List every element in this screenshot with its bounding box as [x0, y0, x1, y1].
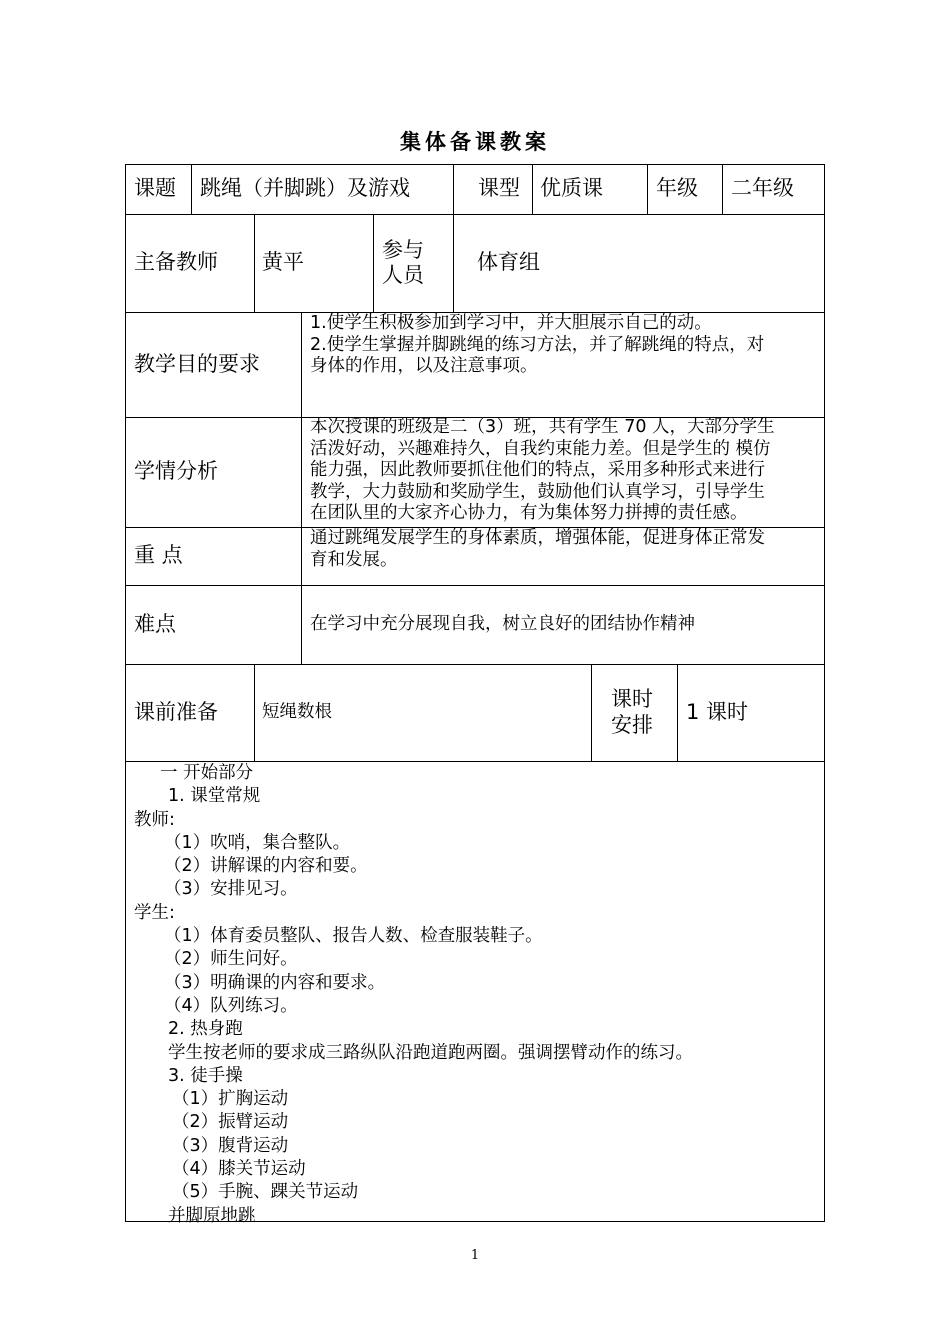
- content-line: 1. 课堂常规: [168, 786, 261, 807]
- col-divider: [647, 164, 648, 214]
- preparation-value: 短绳数根: [262, 702, 332, 722]
- content-line: 并脚原地跳: [168, 1205, 256, 1226]
- goals-line: 身体的作用，以及注意事项。: [310, 356, 538, 376]
- analysis-line: 能力强，因此教师要抓住他们的特点，采用多种形式来进行: [310, 460, 765, 480]
- grade-value: 二年级: [731, 176, 794, 201]
- col-divider: [301, 312, 302, 664]
- content-line: （1）扩胸运动: [172, 1089, 289, 1110]
- participants-label: [382, 214, 424, 312]
- col-divider: [453, 214, 454, 312]
- content-line: （2）师生问好。: [164, 949, 298, 970]
- content-line: （1）吹哨，集合整队。: [164, 832, 351, 853]
- col-divider: [532, 164, 533, 214]
- content-line: 一 开始部分: [160, 763, 254, 783]
- lesson-type-label: 课型: [478, 176, 520, 201]
- col-divider: [254, 664, 255, 761]
- difficulties-text: 在学习中充分展现自我，树立良好的团结协作精神: [310, 614, 695, 634]
- content-line: （2）讲解课的内容和要。: [164, 856, 368, 877]
- schedule-label: [611, 664, 653, 761]
- col-divider: [254, 214, 255, 312]
- page-number: 1: [470, 1248, 480, 1263]
- analysis-line: 教学，大力鼓励和奖励学生，鼓励他们认真学习，引导学生: [310, 481, 765, 502]
- content-line: （4）膝关节运动: [172, 1159, 306, 1180]
- preparation-label: 课前准备: [134, 699, 218, 724]
- content-line: 3. 徒手操: [168, 1065, 243, 1086]
- content-line: 学生按老师的要求成三路纵队沿跑道跑两圈。强调摆臂动作的练习。: [168, 1042, 693, 1063]
- content-line: 教师:: [134, 809, 175, 830]
- analysis-line: 本次授课的班级是二（3）班，共有学生 70 人，大部分学生: [310, 417, 775, 437]
- lead-teacher-value: 黄平: [262, 250, 304, 275]
- schedule-value: 1 课时: [686, 699, 749, 724]
- analysis-text: [310, 417, 775, 525]
- col-divider: [677, 664, 678, 761]
- key-points-line: 通过跳绳发展学生的身体素质，增强体能，促进身体正常发: [310, 528, 765, 548]
- key-points-line: 育和发展。: [310, 549, 398, 570]
- schedule-label-line1: 课时: [611, 687, 653, 712]
- content-line: （5）手腕、踝关节运动: [172, 1182, 359, 1203]
- participants-label-line1: 参与: [382, 237, 424, 262]
- goals-label: 教学目的要求: [134, 351, 260, 376]
- col-divider: [722, 164, 723, 214]
- row-divider: [125, 214, 825, 215]
- lesson-content: [134, 762, 824, 1228]
- topic-value: 跳绳（并脚跳）及游戏: [200, 176, 410, 201]
- goals-line: 1.使学生积极参加到学习中，并大胆展示自己的动。: [310, 313, 712, 333]
- lesson-type-value: 优质课: [540, 176, 603, 201]
- col-divider: [453, 164, 454, 214]
- analysis-line: 在团队里的大家齐心协力，有为集体努力拼搏的责任感。: [310, 503, 748, 523]
- col-divider: [373, 214, 374, 312]
- col-divider: [191, 164, 192, 214]
- content-line: 2. 热身跑: [168, 1019, 243, 1040]
- difficulties-label: 难点: [134, 611, 176, 636]
- grade-label: 年级: [656, 176, 698, 201]
- schedule-label-line2: 安排: [611, 712, 653, 737]
- participants-value: 体育组: [477, 250, 540, 275]
- goals-line: 2.使学生掌握并脚跳绳的练习方法，并了解跳绳的特点，对: [310, 334, 765, 355]
- content-line: 学生:: [134, 902, 175, 923]
- content-line: （4）队列练习。: [164, 995, 298, 1016]
- analysis-label: 学情分析: [134, 459, 218, 484]
- key-points-text: [310, 528, 765, 571]
- key-points-label: 重 点: [134, 543, 183, 568]
- content-line: （3）明确课的内容和要求。: [164, 972, 386, 993]
- topic-label: 课题: [134, 176, 176, 201]
- content-line: （2）振臂运动: [172, 1112, 289, 1133]
- analysis-line: 活泼好动，兴趣难持久，自我约束能力差。但是学生的 模仿: [310, 438, 771, 459]
- participants-label-line2: 人员: [382, 263, 424, 287]
- content-line: （1）体育委员整队、报告人数、检查服装鞋子。: [164, 926, 543, 947]
- lead-teacher-label: 主备教师: [134, 250, 218, 275]
- col-divider: [591, 664, 592, 761]
- content-line: （3）安排见习。: [164, 879, 298, 900]
- document-title: 集体备课教案: [400, 130, 550, 154]
- content-line: （3）腹背运动: [172, 1135, 289, 1156]
- goals-text: [310, 313, 764, 378]
